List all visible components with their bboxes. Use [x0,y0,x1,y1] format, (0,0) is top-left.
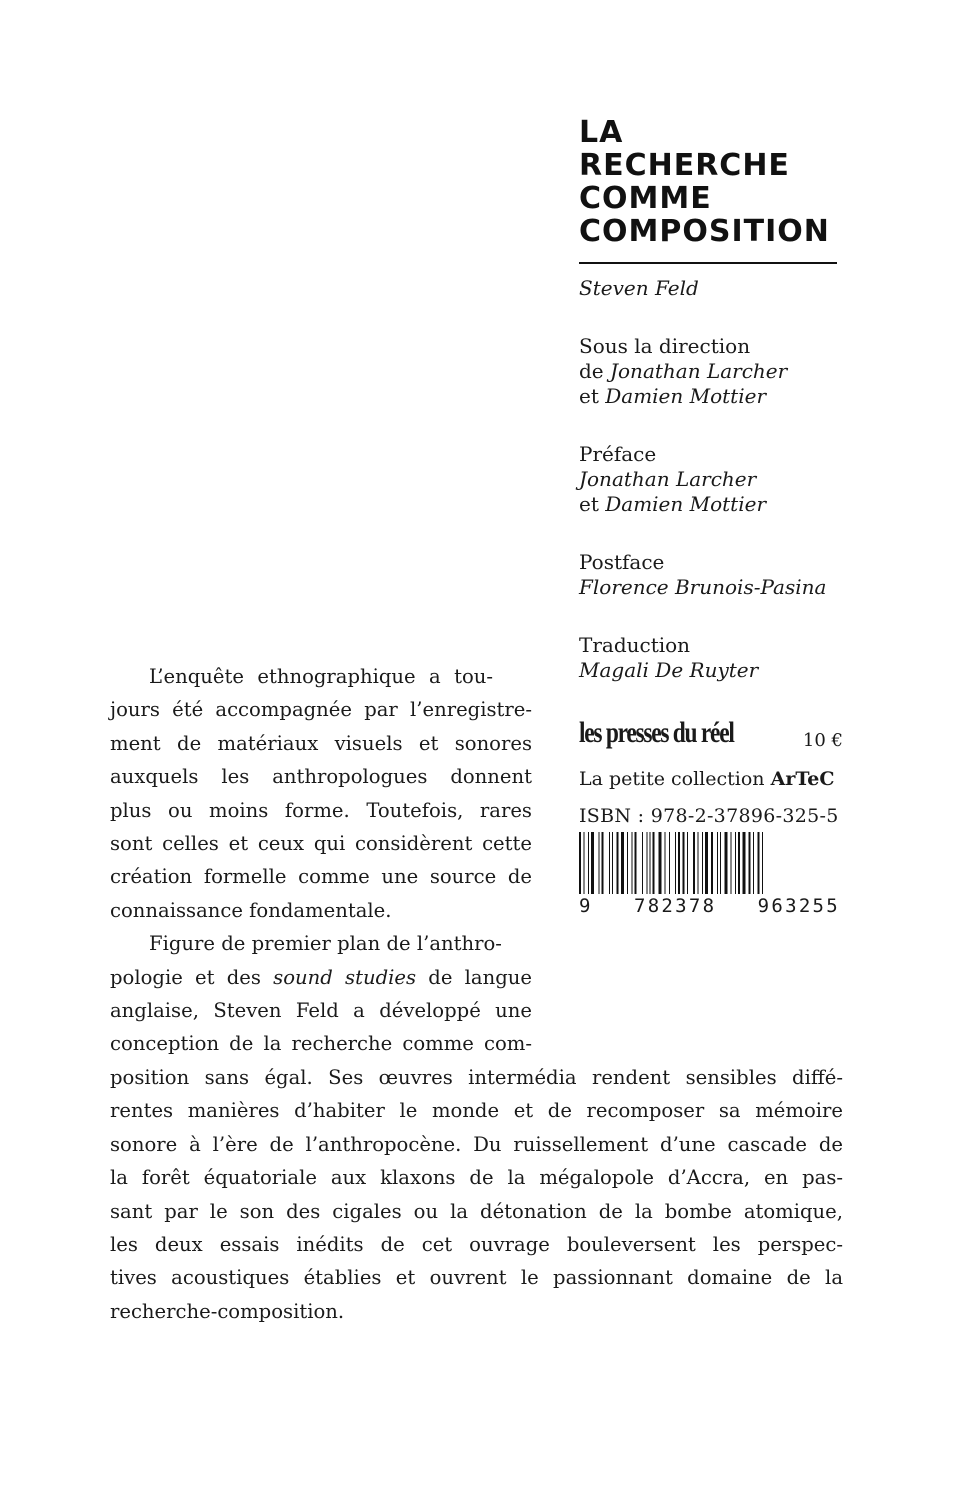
direction-block [579,334,879,409]
blurb-line: recherche-composition. [110,1299,345,1323]
preface-author-1: Jonathan Larcher [579,467,757,491]
blurb-line: L’enquête ethnographique a tou- [149,665,493,688]
blurb-line: position sans égal. Ses œuvres intermédia rendent sensibles diffé- [110,1065,843,1089]
publisher-logo: les presses du réel [579,716,734,749]
preface-block [579,442,879,517]
direction-de: de [579,359,604,383]
blurb-paragraph-2 [110,927,843,1328]
title-line: COMME [579,181,712,216]
blurb-line: tives acoustiques établies et ouvrent le passionnant domaine de la [110,1266,843,1290]
blurb-line: rentes manières d’habiter le monde et de recomposer sa mémoire [110,1099,843,1123]
blurb-line: ment de matériaux visuels et sonores [110,731,532,755]
blurb-line: sont celles et ceux qui considèrent cette [110,832,532,856]
blurb-text: de langue [428,965,532,989]
collection-prefix: La petite collection [579,768,765,790]
postface-label: Postface [579,550,665,574]
director-2: Damien Mottier [605,384,767,408]
blurb-line-with-emphasis [110,961,532,994]
blurb-line: sonore à l’ère de l’anthropocène. Du ruissellement d’une cascade de [110,1132,843,1156]
blurb-line: la forêt équatoriale aux klaxons de la mégalopole d’Accra, en pas- [110,1166,843,1190]
direction-label: Sous la direction [579,334,751,358]
author-block [579,276,879,301]
blurb-paragraph-1 [110,660,843,927]
translator-name: Magali De Ruyter [579,658,759,682]
preface-et: et [579,492,599,516]
title-line: LA [579,115,624,150]
credits [579,276,879,716]
postface-author: Florence Brunois-Pasina [579,575,827,599]
blurb-line: Figure de premier plan de l’anthro- [149,932,502,956]
back-cover-blurb [110,660,843,1328]
title-line: RECHERCHE [579,148,790,183]
title-line: COMPOSITION [579,214,830,249]
blurb-line: auxquels les anthropologues donnent [110,765,532,789]
blurb-text: pologie et des [110,965,261,989]
preface-label: Préface [579,442,657,466]
barcode-digits: 9 782378 963255 [579,895,841,917]
blurb-line: création formelle comme une source de [110,865,532,889]
preface-author-2: Damien Mottier [605,492,767,516]
blurb-line: jours été accompagnée par l’enregistre- [110,698,532,722]
blurb-emphasis: sound studies [273,965,417,989]
isbn: ISBN : 978-2-37896-325-5 [579,805,839,827]
price: 10 € [802,730,843,751]
translation-label: Traduction [579,633,691,657]
blurb-line: les deux essais inédits de cet ouvrage bouleversent les perspec- [110,1232,843,1256]
blurb-line: connaissance fondamentale. [110,898,392,922]
postface-block [579,550,879,600]
direction-et: et [579,384,599,408]
title-rule [579,262,837,264]
blurb-line: anglaise, Steven Feld a développé une [110,999,532,1023]
director-1: Jonathan Larcher [610,359,788,383]
collection-name: ArTeC [770,768,835,790]
author-name: Steven Feld [579,276,699,300]
blurb-line: sant par le son des cigales ou la détonation de la bombe atomique, [110,1199,843,1223]
book-title [579,116,859,248]
blurb-line: conception de la recherche comme com- [110,1032,532,1056]
blurb-line: plus ou moins forme. Toutefois, rares [110,798,532,822]
